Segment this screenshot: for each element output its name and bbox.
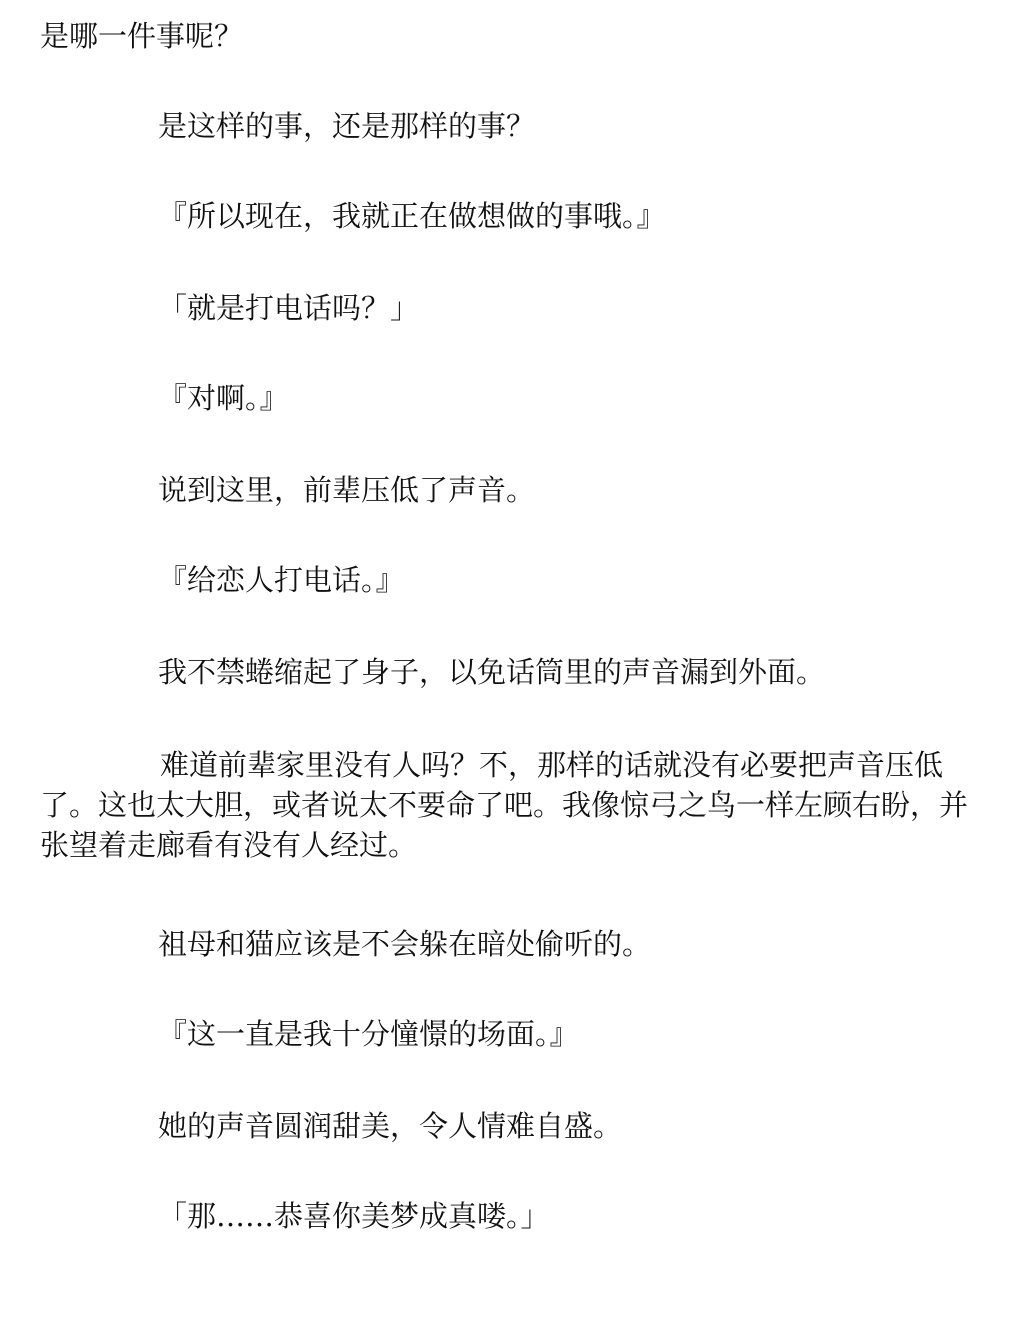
paragraph-11: 『这一直是我十分憧憬的场面。』 [158,1017,579,1051]
paragraph-9: 难道前辈家里没有人吗？不，那样的话就没有必要把声音压低了。这也太大胆，或者说太不要命了吧。我像惊弓之鸟一样左顾右盼，并张望着走廊看有没有人经过。 [40,748,969,862]
paragraph-12: 她的声音圆润甜美，令人情难自盛。 [158,1109,623,1143]
paragraph-5: 『对啊。』 [158,381,289,415]
paragraph-8: 我不禁蜷缩起了身子，以免话筒里的声音漏到外面。 [158,655,826,689]
paragraph-7: 『给恋人打电话。』 [158,563,405,597]
paragraph-10: 祖母和猫应该是不会躲在暗处偷听的。 [158,927,652,961]
paragraph-3: 『所以现在，我就正在做想做的事哦。』 [158,199,666,233]
paragraph-13: 「那……恭喜你美梦成真喽。」 [158,1199,550,1233]
paragraph-4: 「就是打电话吗？」 [158,291,420,325]
paragraph-2: 是这样的事，还是那样的事？ [158,109,536,143]
paragraph-6: 说到这里，前辈压低了声音。 [158,473,536,507]
paragraph-1: 是哪一件事呢？ [40,19,244,53]
